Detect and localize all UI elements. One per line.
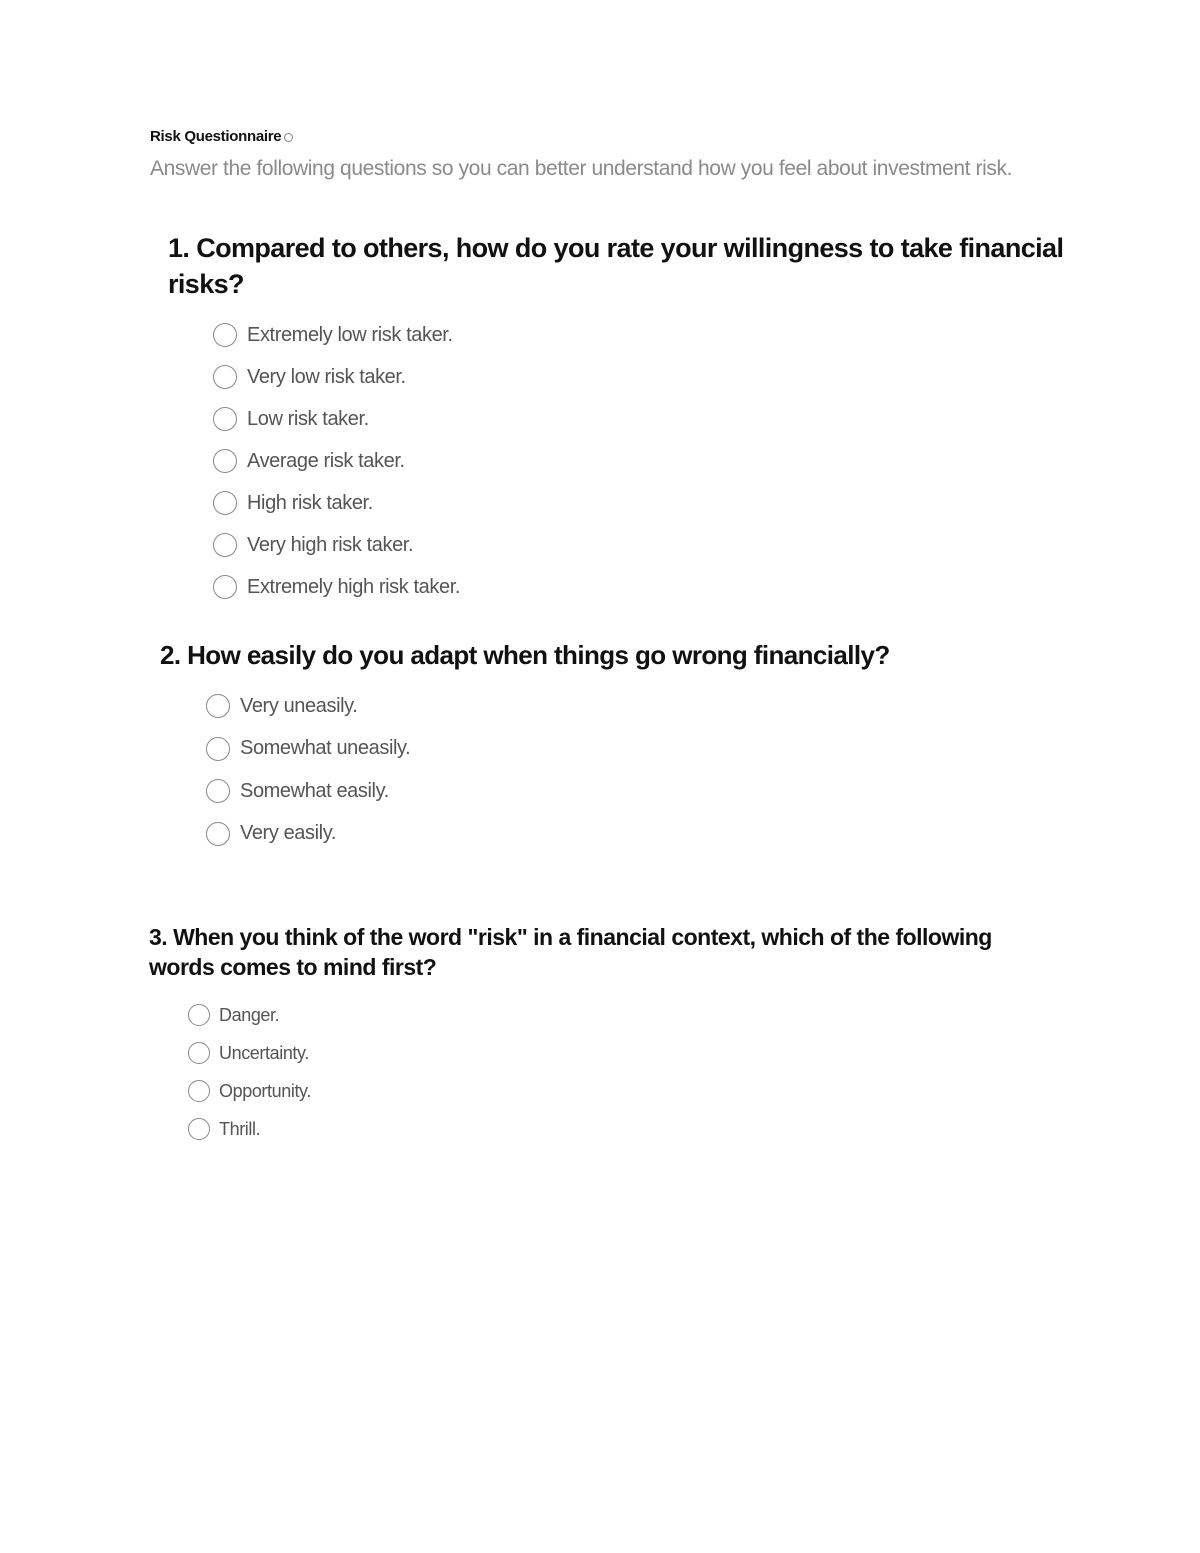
option-label: Very uneasily.: [240, 694, 358, 717]
radio-button[interactable]: [188, 1004, 210, 1026]
radio-button[interactable]: [188, 1042, 210, 1064]
q1-option-very-low[interactable]: [213, 356, 1128, 398]
page-title: [150, 128, 1110, 145]
option-label: Low risk taker.: [247, 407, 369, 430]
option-label: Danger.: [219, 1004, 280, 1025]
radio-button[interactable]: [213, 491, 237, 515]
radio-button[interactable]: [188, 1118, 210, 1140]
q2-option-very-uneasily[interactable]: [206, 685, 1120, 728]
page-title-text: Risk Questionnaire: [150, 128, 282, 145]
question-3-options: [188, 996, 1049, 1148]
radio-button[interactable]: [213, 575, 237, 599]
option-label: Somewhat uneasily.: [240, 737, 411, 760]
radio-button[interactable]: [213, 365, 237, 389]
radio-button[interactable]: [206, 779, 230, 803]
radio-button[interactable]: [206, 822, 230, 846]
radio-button[interactable]: [206, 694, 230, 718]
question-2-options: [206, 685, 1120, 855]
radio-button[interactable]: [213, 323, 237, 347]
option-label: Thrill.: [219, 1118, 261, 1139]
option-label: Very low risk taker.: [247, 365, 406, 388]
radio-button[interactable]: [213, 533, 237, 557]
question-3-text: 3. When you think of the word "risk" in a financial context, which of the following words comes to mind first?: [149, 924, 992, 980]
page-subtitle: Answer the following questions so you can better understand how you feel about investment risk.: [150, 157, 1013, 180]
option-label: Extremely low risk taker.: [247, 323, 453, 346]
radio-button[interactable]: [213, 449, 237, 473]
q2-option-somewhat-easily[interactable]: [206, 770, 1120, 813]
option-label: Uncertainty.: [219, 1042, 309, 1063]
option-label: Very easily.: [240, 822, 336, 845]
q1-option-very-high[interactable]: [213, 524, 1128, 566]
q1-option-extremely-high[interactable]: [213, 566, 1128, 608]
q2-option-very-easily[interactable]: [206, 813, 1120, 856]
q3-option-danger[interactable]: [188, 996, 1049, 1034]
question-1-text: 1. Compared to others, how do you rate your willingness to take financial risks?: [168, 233, 1064, 299]
q1-option-high[interactable]: [213, 482, 1128, 524]
radio-button[interactable]: [213, 407, 237, 431]
question-1-options: [213, 314, 1128, 608]
option-label: Average risk taker.: [247, 449, 405, 472]
q3-option-opportunity[interactable]: [188, 1072, 1049, 1110]
question-2-text: 2. How easily do you adapt when things go wrong financially?: [160, 640, 890, 670]
info-icon[interactable]: [284, 133, 293, 142]
option-label: Very high risk taker.: [247, 533, 414, 556]
question-3: [149, 922, 1049, 1148]
radio-button[interactable]: [188, 1080, 210, 1102]
option-label: Opportunity.: [219, 1080, 311, 1101]
option-label: Somewhat easily.: [240, 779, 389, 802]
option-label: Extremely high risk taker.: [247, 575, 461, 598]
q1-option-average[interactable]: [213, 440, 1128, 482]
q1-option-low[interactable]: [213, 398, 1128, 440]
q2-option-somewhat-uneasily[interactable]: [206, 728, 1120, 771]
option-label: High risk taker.: [247, 491, 373, 514]
question-1: [168, 230, 1128, 608]
q3-option-uncertainty[interactable]: [188, 1034, 1049, 1072]
questionnaire-header: [150, 128, 1110, 181]
q3-option-thrill[interactable]: [188, 1110, 1049, 1148]
question-2: [160, 637, 1120, 855]
q1-option-extremely-low[interactable]: [213, 314, 1128, 356]
radio-button[interactable]: [206, 737, 230, 761]
